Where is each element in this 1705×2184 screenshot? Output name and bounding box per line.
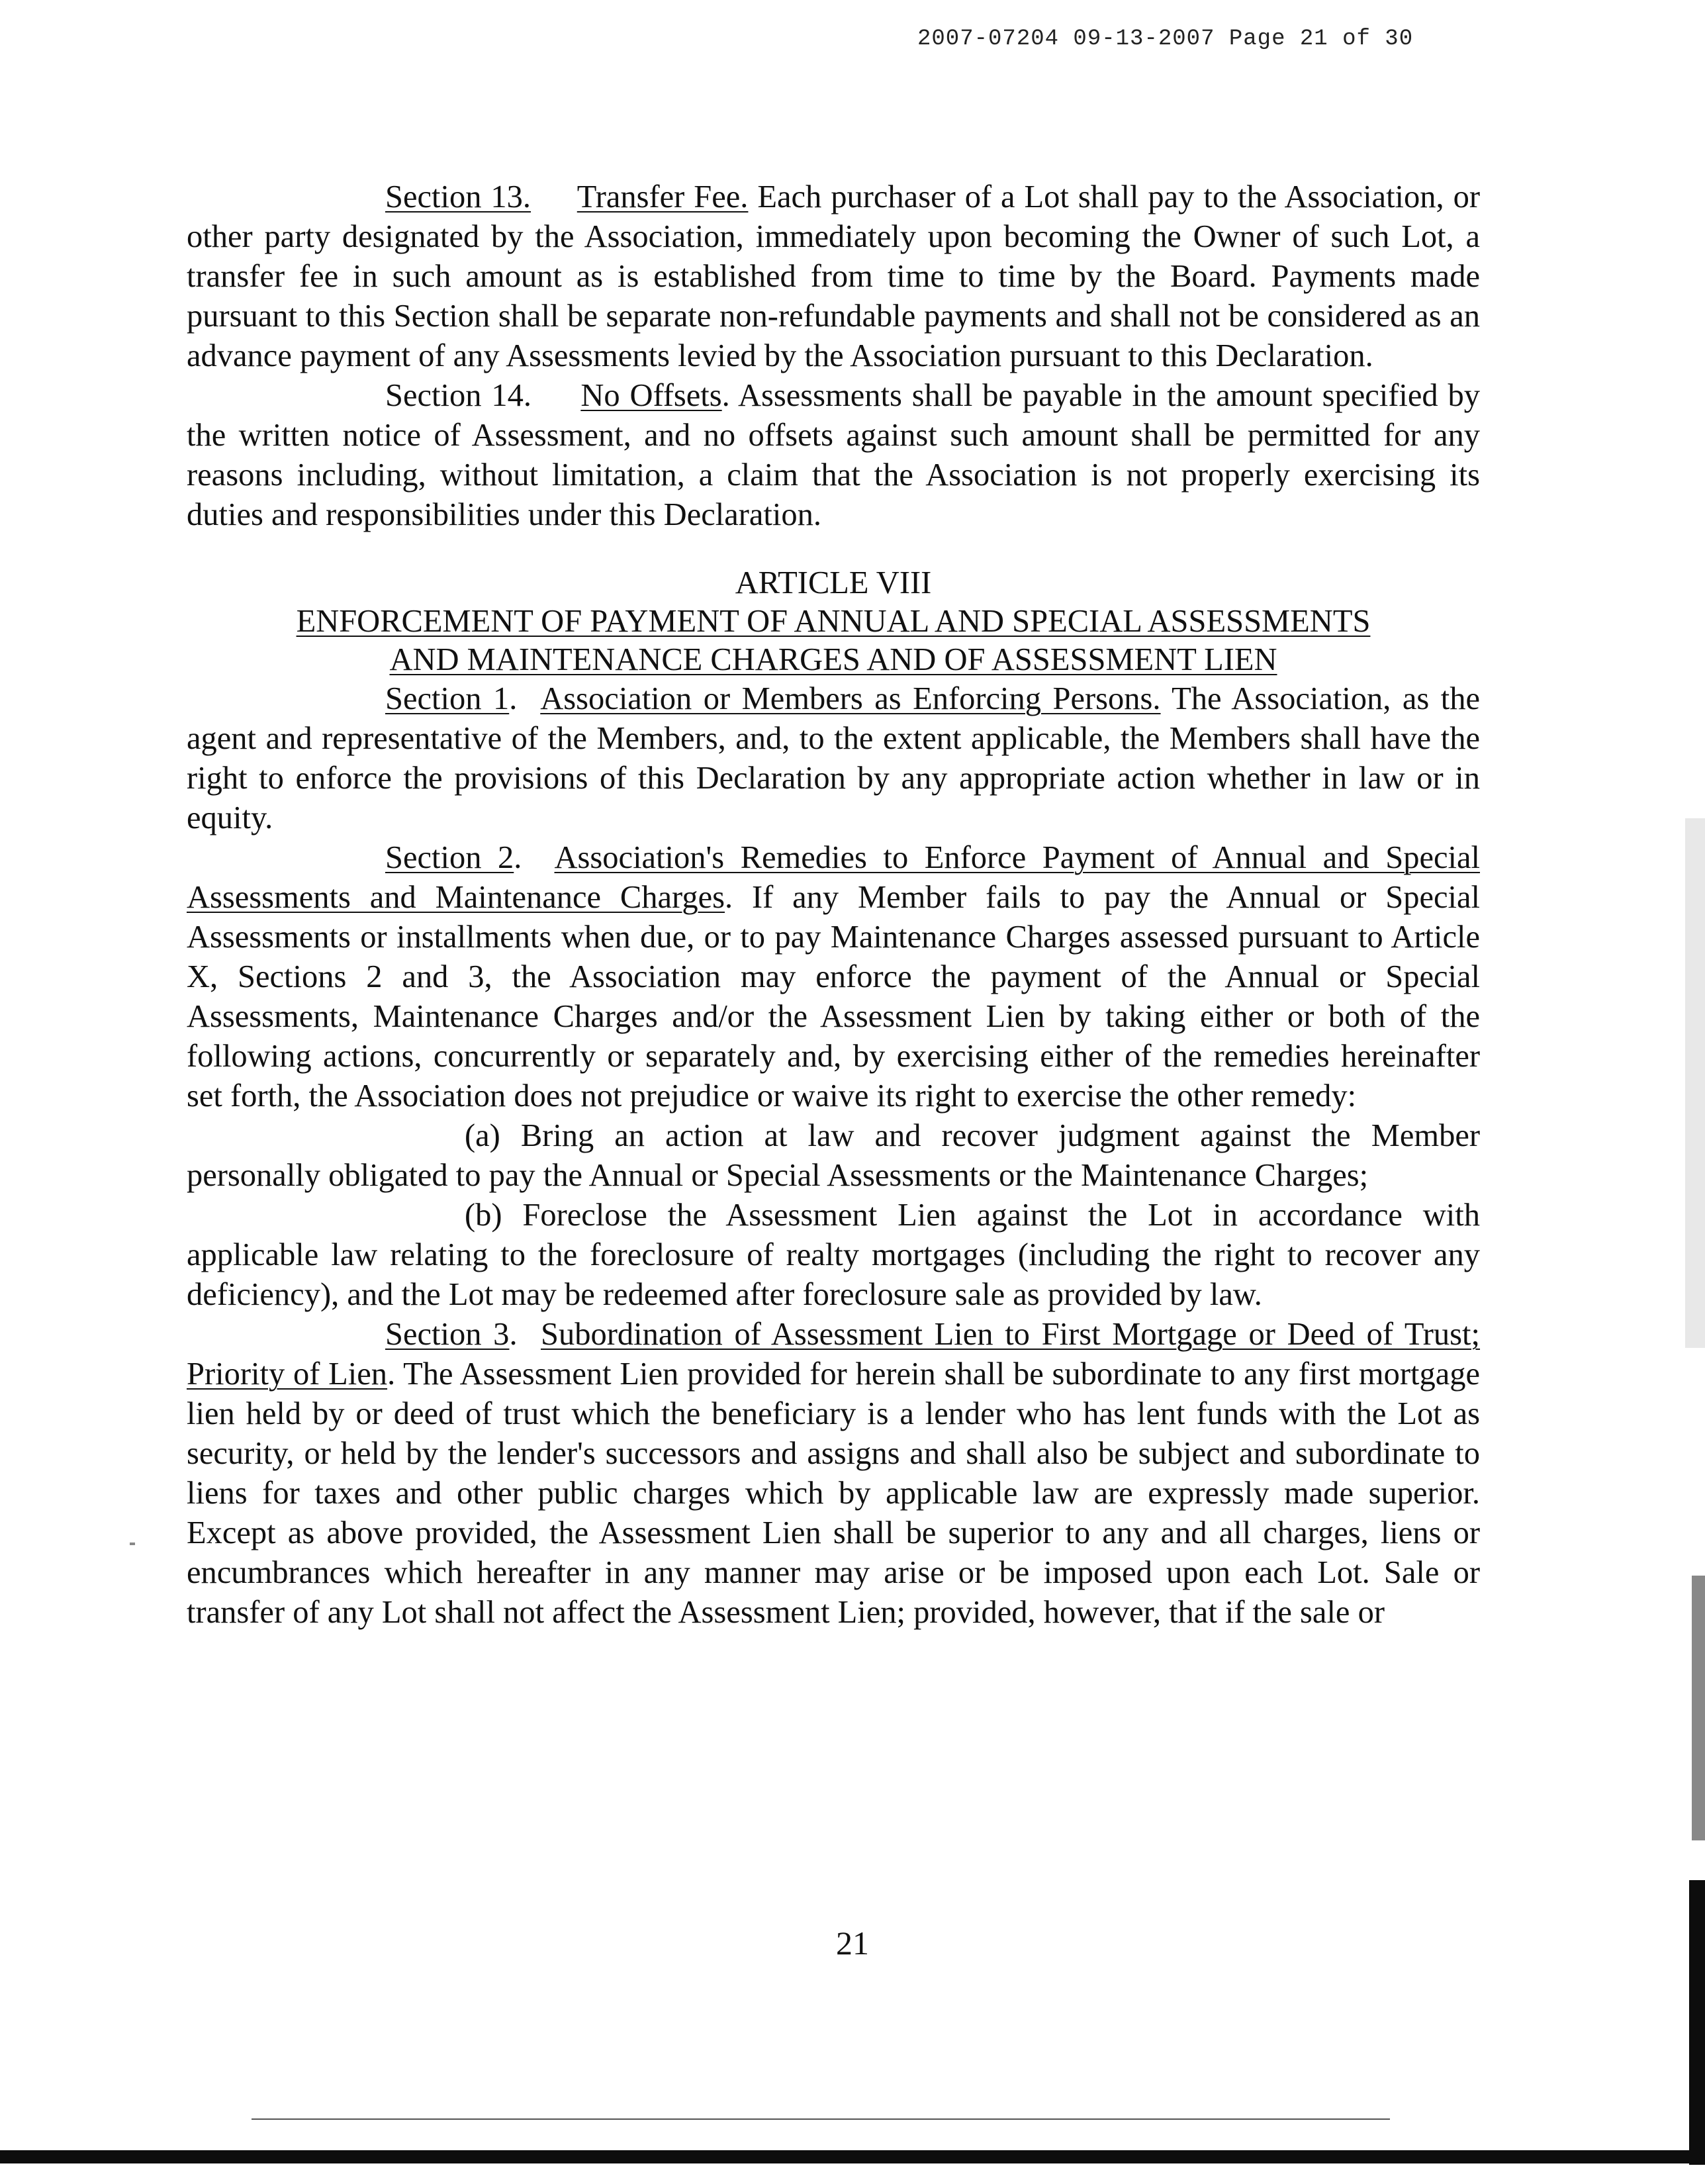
section-13-paragraph: [187, 177, 1480, 376]
article-title-line-1: ENFORCEMENT OF PAYMENT OF ANNUAL AND SPECIAL ASSESSMENTS: [296, 604, 1371, 639]
section-14-title: No Offsets: [580, 378, 722, 413]
section-13-title: Transfer Fee.: [576, 179, 749, 214]
scan-edge-shadow: [1685, 818, 1705, 1348]
article-section-2-label: Section 2: [385, 840, 514, 875]
remedy-item-b: (b) Foreclose the Assessment Lien against the Lot in accordance with applicable law relating to the foreclosure of realty mortgages (including the right to recover any deficiency), and the Lot may be redeemed after foreclosure sale as provided by law.: [187, 1198, 1480, 1312]
article-section-3-label: Section 3: [385, 1317, 510, 1352]
scan-edge-mark: [1692, 1576, 1705, 1840]
article-section-3-body: . The Assessment Lien provided for herein shall be subordinate to any first mortgage lien held by or deed of trust which the beneficiary is a lender who has lent funds with the Lot as security, or held by the lender's successors and assigns and shall also be subject and subordinate to liens for taxes and other public charges which by applicable law are expressly made superior. Except as above provided, the Assessment Lien shall be superior to any and all charges, liens or encumbrances which hereafter in any manner may arise or be imposed upon each Lot. Sale or transfer of any Lot shall not affect the Assessment Lien; provided, however, that if the sale or: [187, 1356, 1480, 1630]
article-section-2-paragraph: Section 2. Association's Remedies to Enforce Payment of Annual and Special Assessments and Maintenance Charges. If any Member fails to pay the Annual or Special Assessments or installments when due, or to pay Maintenance Charges assessed pursuant to Article X, Sections 2 and 3, the Association may enforce the payment of the Annual or Special Assessments, Maintenance Charges and/or the Assessment Lien by taking either or both of the following actions, concurrently or separately and, by exercising either of the remedies hereinafter set forth, the Association does not prejudice or waive its right to exercise the other remedy:: [187, 840, 1480, 1114]
article-section-3-title: Subordination of Assessment Lien to First Mortgage or Deed of Trust; Priority of Lien: [187, 1317, 1481, 1392]
scan-edge-bar: [1689, 1880, 1705, 2165]
article-section-2-title: Association's Remedies to Enforce Payment of Annual and Special Assessments and Maintenance Charges: [187, 840, 1480, 915]
scan-bottom-bar: [0, 2150, 1705, 2163]
section-13-body: Each purchaser of a Lot shall pay to the Association, or other party designated by the Association, immediately upon becoming the Owner of such Lot, a transfer fee in such amount as is established from time to time by the Board. Payments made pursuant to this Section shall be separate non-refundable payments and shall not be considered as an advance payment of any Assessments levied by the Association pursuant to this Declaration.: [187, 179, 1481, 373]
article-section-1-body: The Association, as the agent and representative of the Members, and, to the extent applicable, the Members shall have the right to enforce the provisions of this Declaration by any appropriate action whether in law or in equity.: [187, 681, 1481, 835]
section-14-label: Section 14.: [385, 378, 531, 413]
page-number: 21: [836, 1924, 869, 1962]
article-title-line-2: AND MAINTENANCE CHARGES AND OF ASSESSMENT LIEN: [389, 642, 1277, 677]
document-body: [187, 177, 1480, 1633]
section-14-body: . Assessments shall be payable in the amount specified by the written notice of Assessment, and no offsets against such amount shall be permitted for any reasons including, without limitation, a claim that the Association is not properly exercising its duties and responsibilities under this Declaration.: [187, 378, 1480, 532]
article-section-1-label: Section 1: [385, 681, 510, 716]
article-section-2-body: . If any Member fails to pay the Annual or Special Assessments or installments when due, or to pay Maintenance Charges assessed pursuant to Article X, Sections 2 and 3, the Association may enforce the payment of the Annual or Special Assessments, Maintenance Charges and/or the Assessment Lien by taking either or both of the following actions, concurrently or separately and, by exercising either of the remedies hereinafter set forth, the Association does not prejudice or waive its right to exercise the other remedy:: [187, 880, 1480, 1114]
scan-mark: [130, 1543, 135, 1545]
article-heading: [187, 564, 1480, 679]
section-13-label: Section 13.: [385, 179, 531, 214]
article-number: ARTICLE VIII: [735, 565, 932, 600]
article-section-3-paragraph: Section 3. Subordination of Assessment Lien to First Mortgage or Deed of Trust; Priority of Lien. The Assessment Lien provided for herein shall be subordinate to any first mortgage lien held by or deed of trust which the beneficiary is a lender who has lent funds with the Lot as security, or held by the lender's successors and assigns and shall also be subject and subordinate to liens for taxes and other public charges which by applicable law are expressly made superior. Except as above provided, the Assessment Lien shall be superior to any and all charges, liens or encumbrances which hereafter in any manner may arise or be imposed upon each Lot. Sale or transfer of any Lot shall not affect the Assessment Lien; provided, however, that if the sale or: [187, 1317, 1481, 1630]
article-section-1-title: Association or Members as Enforcing Persons.: [540, 681, 1161, 716]
article-section-1-paragraph: Section 1. Association or Members as Enforcing Persons. The Association, as the agent and representative of the Members, and, to the extent applicable, the Members shall have the right to enforce the provisions of this Declaration by any appropriate action whether in law or in equity.: [187, 681, 1481, 835]
section-14-paragraph: [187, 376, 1480, 535]
footer-rule: [252, 2118, 1390, 2120]
recording-stamp: 2007-07204 09-13-2007 Page 21 of 30: [917, 26, 1414, 52]
remedy-item-a: (a) Bring an action at law and recover judgment against the Member personally obligated to pay the Annual or Special Assessments or the Maintenance Charges;: [187, 1118, 1480, 1193]
